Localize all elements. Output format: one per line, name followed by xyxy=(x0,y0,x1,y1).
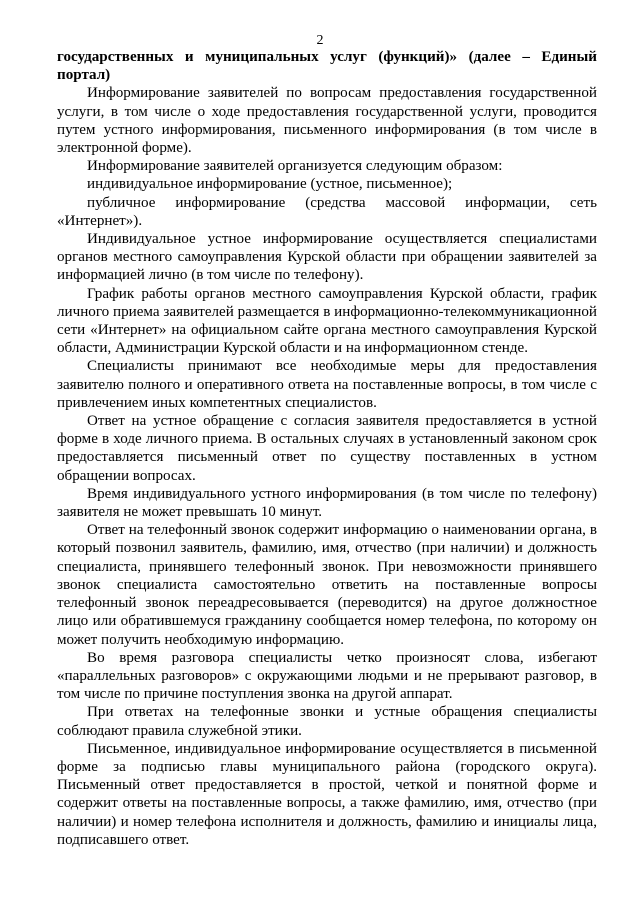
document-body xyxy=(57,48,597,849)
page-number: 2 xyxy=(316,33,324,48)
paragraph-public-informing: публичное информирование (средства массовой информации, сеть «Интернет»). xyxy=(57,194,597,229)
paragraph-individual-informing: индивидуальное информирование (устное, письменное); xyxy=(87,176,453,193)
paragraph-specialists-measures: Специалисты принимают все необходимые меры для предоставления заявителю полного и оперативного ответа на поставленные вопросы, в том числе с привлечением иных компетентных специалистов. xyxy=(57,358,597,411)
paragraph-work-schedule: График работы органов местного самоуправления Курской области, график личного приема заявителей размещается в информационно-телекоммуникационной сети «Интернет» на официальном сайте органа местного самоуправления Курской области, Администрации Курской области и на информационном стенде. xyxy=(57,285,597,357)
paragraph-service-ethics: При ответах на телефонные звонки и устные обращения специалисты соблюдают правила служебной этики. xyxy=(57,704,597,739)
paragraph-conversation-rules: Во время разговора специалисты четко произносят слова, избегают «параллельных разговоров» с окружающими людьми и не прерывают разговор, в том числе по причине поступления звонка на другой аппарат. xyxy=(57,649,597,703)
paragraph-oral-informing: Индивидуальное устное информирование осуществляется специалистами органов местного самоуправления Курской области при обращении заявителей за информацией лично (в том числе по телефону). xyxy=(57,231,597,284)
paragraph-written-informing: Письменное, индивидуальное информирование осуществляется в письменной форме за подписью главы муниципального района (городского округа). Письменный ответ предоставляется в простой, четкой и понятной форме и содержит ответы на поставленные вопросы, а также фамилию, имя, отчество (при наличии) и номер телефона исполнителя и должность, фамилию и инициалы лица, подписавшего ответ. xyxy=(57,740,597,848)
paragraph-informing-organization: Информирование заявителей организуется следующим образом: xyxy=(87,158,503,175)
paragraph-oral-response: Ответ на устное обращение с согласия заявителя предоставляется в устной форме в ходе личного приема. В остальных случаях в установленный законом срок предоставляется письменный ответ по существу поставленных в устном обращении вопросах. xyxy=(57,413,597,484)
paragraph-heading-continuation: государственных и муниципальных услуг (функций)» (далее – Единый портал) xyxy=(57,49,597,84)
paragraph-informing-overview: Информирование заявителей по вопросам предоставления государственной услуги, в том числе о ходе предоставления государственной услуги, проводится путем устного информирования, письменного информирования (в том числе в электронной форме). xyxy=(57,85,597,157)
paragraph-phone-call-response: Ответ на телефонный звонок содержит информацию о наименовании органа, в который позвонил заявитель, фамилию, имя, отчество (при наличии) и должность специалиста, принявшего телефонный звонок. При невозможности принявшего звонок специалиста самостоятельно ответить на поставленные вопросы телефонный звонок переадресовывается (переводится) на другое должностное лицо или обратившемуся гражданину сообщается номер телефона, по которому он может получить необходимую информацию. xyxy=(57,522,597,648)
paragraph-informing-time: Время индивидуального устного информирования (в том числе по телефону) заявителя не может превышать 10 минут. xyxy=(57,485,597,521)
